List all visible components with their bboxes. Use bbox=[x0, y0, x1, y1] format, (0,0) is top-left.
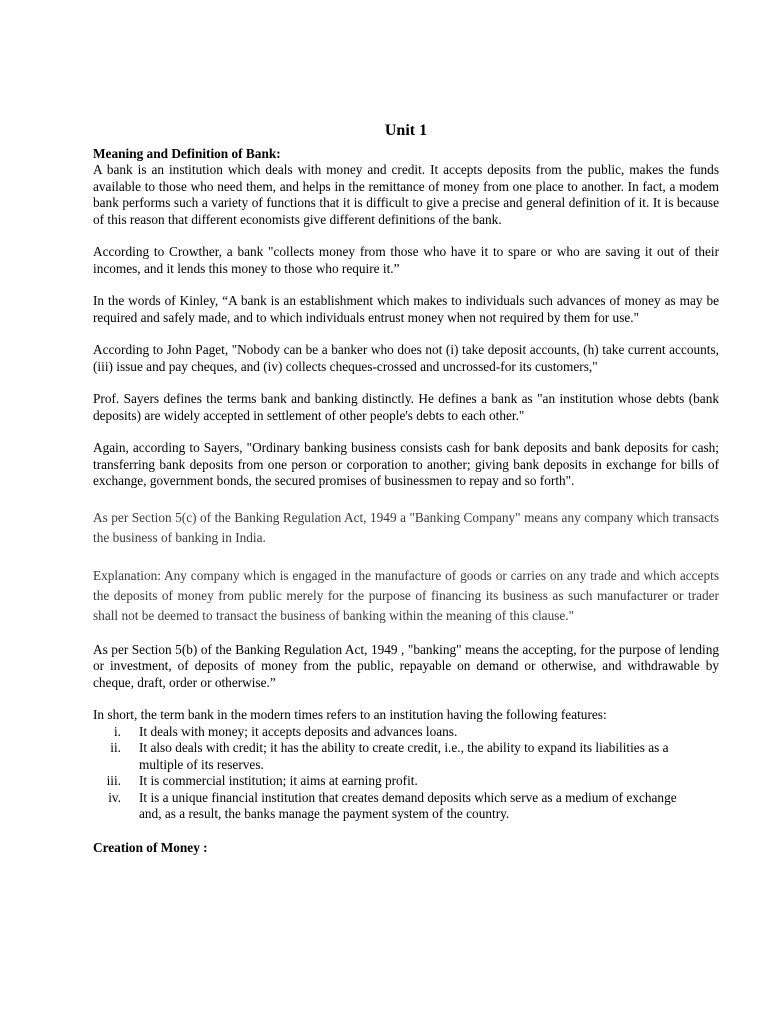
sayers-definition-paragraph: Prof. Sayers defines the terms bank and banking distinctly. He defines a bank as "an institution whose debts (bank deposits) are widely accepted in settlement of other people's debts to each other." bbox=[93, 391, 719, 423]
intro-paragraph: A bank is an institution which deals with money and credit. It accepts deposits from the public, makes the funds available to those who need them, and helps in the remittance of money from one place to another. In fact, a modem bank performs such a variety of functions that it is difficult to give a precise and general definition of it. It is because of this reason that different economists give different definitions of the bank. bbox=[93, 162, 719, 227]
list-item bbox=[93, 724, 719, 741]
in-short-paragraph: In short, the term bank in the modern times refers to an institution having the following features: bbox=[93, 707, 607, 722]
kinley-paragraph: In the words of Kinley, “A bank is an establishment which makes to individuals such advances of money as may be required and safely made, and to which individuals entrust money when not required by them for use." bbox=[93, 293, 719, 325]
paget-paragraph: According to John Paget, "Nobody can be a banker who does not (i) take deposit accounts, (h) take current accounts, (iii) issue and pay cheques, and (iv) collects cheques-crossed and uncrossed-for its customers," bbox=[93, 342, 719, 374]
unit-title: Unit 1 bbox=[384, 122, 428, 139]
document-page bbox=[93, 121, 719, 856]
list-item-number: iv. bbox=[108, 789, 121, 805]
list-item-text: It also deals with credit; it has the ability to create credit, i.e., the ability to expand its liabilities as a multiple of its reserves. bbox=[139, 740, 669, 772]
section-5b-paragraph: As per Section 5(b) of the Banking Regulation Act, 1949 , "banking" means the accepting, for the purpose of lending or investment, of deposits of money from the public, repayable on demand or otherwise, and withdrawable by cheque, draft, order or otherwise.” bbox=[93, 641, 719, 690]
list-item-number: i. bbox=[113, 723, 121, 739]
list-item bbox=[93, 790, 719, 823]
creation-of-money-heading: Creation of Money : bbox=[93, 839, 208, 855]
list-item-text: It is a unique financial institution that creates demand deposits which serve as a medium of exchange and, as a result, the banks manage the payment system of the country. bbox=[139, 789, 677, 821]
features-list bbox=[93, 724, 719, 823]
list-item-number: iii. bbox=[106, 773, 121, 788]
list-item bbox=[93, 740, 719, 773]
list-item-text: It is commercial institution; it aims at earning profit. bbox=[139, 773, 418, 788]
section-5c-paragraph: As per Section 5(c) of the Banking Regulation Act, 1949 a "Banking Company" means any company which transacts the business of banking in India. bbox=[93, 509, 719, 545]
list-item-text: It deals with money; it accepts deposits and advances loans. bbox=[139, 723, 458, 739]
list-item-number: ii. bbox=[110, 740, 121, 755]
explanation-paragraph: Explanation: Any company which is engaged in the manufacture of goods or carries on any trade and which accepts the deposits of money from public merely for the purpose of financing its business as such manufacturer or trader shall not be deemed to transact the business of banking within the meaning of this clause." bbox=[93, 567, 719, 623]
sayers-business-paragraph: Again, according to Sayers, "Ordinary banking business consists cash for bank deposits and bank deposits for cash; transferring bank deposits from one person or corporation to another; giving bank deposits in exchange for bills of exchange, government bonds, the secured promises of businessmen to repay and so forth". bbox=[93, 440, 719, 488]
crowther-paragraph: According to Crowther, a bank "collects money from those who have it to spare or who are saving it out of their incomes, and it lends this money to those who require it.” bbox=[93, 244, 719, 276]
meaning-heading: Meaning and Definition of Bank: bbox=[93, 146, 281, 161]
list-item bbox=[93, 773, 719, 790]
